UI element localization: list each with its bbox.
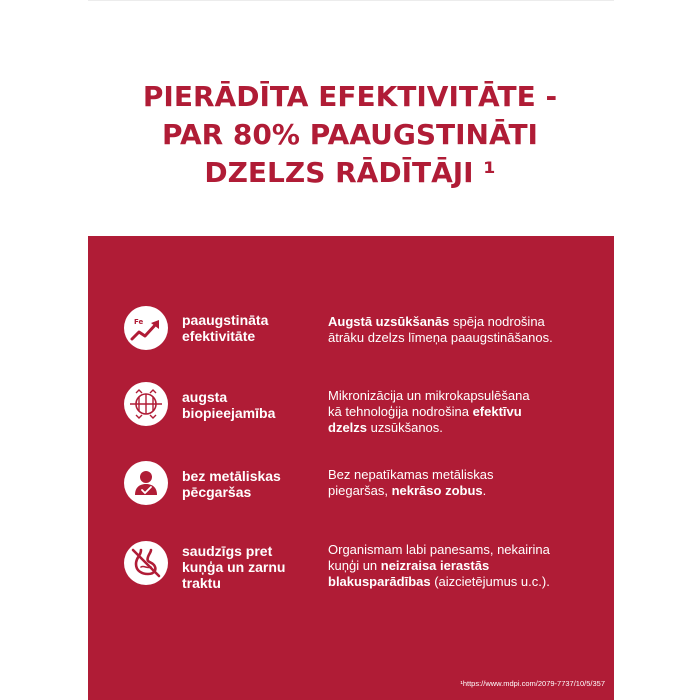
footnote-source-link: ¹https://www.mdpi.com/2079-7737/10/5/357	[460, 679, 605, 688]
person-check-icon	[124, 461, 168, 505]
top-divider	[88, 0, 614, 1]
headline	[0, 78, 700, 192]
headline-line-2: PAR 80% PAAUGSTINĀTI	[162, 118, 538, 151]
headline-line-1: PIERĀDĪTA EFEKTIVITĀTE -	[142, 80, 558, 113]
stomach-safe-icon	[124, 541, 168, 585]
iron-growth-icon	[124, 306, 168, 350]
features-panel	[88, 236, 614, 700]
feature-title: paaugstināta efektivitāte	[182, 312, 269, 344]
feature-description: Organismam labi panesams, nekairina kuņģi un neizraisa ierastās blakusparādības (aizcietējumus u.c.).	[328, 542, 550, 589]
bioavailability-icon	[124, 382, 168, 426]
feature-title: augsta biopieejamība	[182, 389, 276, 421]
feature-title: bez metāliskas pēcgaršas	[182, 468, 281, 500]
svg-text:Fe: Fe	[134, 318, 144, 326]
feature-description: Mikronizācija un mikrokapsulēšana kā tehnoloģija nodrošina efektīvu dzelzs uzsūkšanos.	[328, 388, 530, 435]
feature-description: Bez nepatīkamas metāliskas piegaršas, nekrāso zobus.	[328, 467, 494, 498]
feature-title: saudzīgs pret kuņģa un zarnu traktu	[182, 543, 286, 591]
feature-description: Augstā uzsūkšanās spēja nodrošina ātrāku dzelzs līmeņa paaugstināšanos.	[328, 314, 553, 345]
headline-line-3: DZELZS RĀDĪTĀJI ¹	[204, 156, 496, 189]
